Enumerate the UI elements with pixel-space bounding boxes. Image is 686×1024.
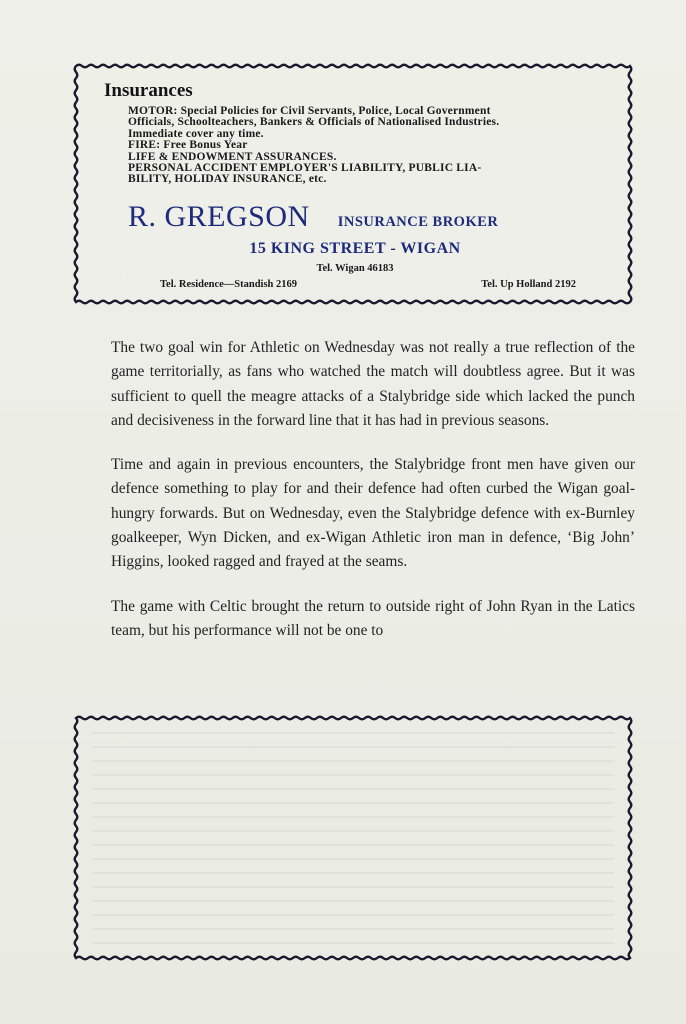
tel-up-holland: Tel. Up Holland 2192 <box>481 278 576 290</box>
show-through-ghost <box>92 732 614 944</box>
tel-row <box>104 279 606 290</box>
broker-row <box>104 200 606 234</box>
ad-line: FIRE: Free Bonus Year <box>128 139 248 152</box>
ad-line: BILITY, HOLIDAY INSURANCE, etc. <box>128 173 327 186</box>
article-paragraph: The two goal win for Athletic on Wednesday was not really a true reflection of the game territorially, as fans who watched the match will doubtless agree. But it was sufficient to quell the meagre attacks of a Stalybridge side which lacked the punch and decisiveness in the forward line that it has had in previous seasons. <box>111 339 635 429</box>
broker-address: 15 KING STREET - WIGAN <box>249 239 461 257</box>
ad-heading: Insurances <box>104 80 193 101</box>
article-body <box>111 336 635 663</box>
ad-line: Immediate cover any time. <box>128 127 264 140</box>
ad-policy-lines <box>128 106 606 186</box>
ad-line: Officials, Schoolteachers, Bankers & Officials of Nationalised Industries. <box>128 116 500 129</box>
broker-title: INSURANCE BROKER <box>337 213 499 230</box>
tel-wigan: Tel. Wigan 46183 <box>316 262 394 274</box>
insurance-advertisement <box>72 62 634 306</box>
ad-line: PERSONAL ACCIDENT EMPLOYER'S LIABILITY, PUBLIC LIA- <box>128 162 482 175</box>
empty-advertisement-box <box>72 714 634 962</box>
tel-residence: Tel. Residence—Standish 2169 <box>160 278 298 290</box>
ad-line: MOTOR: Special Policies for Civil Servants, Police, Local Government <box>128 105 491 117</box>
article-paragraph: Time and again in previous encounters, the Stalybridge front men have given our defence something to play for and their defence had often curbed the Wigan goal-hungry forwards. But on Wednesday, even the Stalybridge defence with ex-Burnley goalkeeper, Wyn Dicken, and ex-Wigan Athletic iron man in defence, ‘Big John’ Higgins, looked ragged and frayed at the seams. <box>111 456 635 571</box>
article-paragraph: The game with Celtic brought the return to outside right of John Ryan in the Latics team, but his performance will not be one to <box>111 597 635 639</box>
broker-name: R. GREGSON <box>128 199 310 233</box>
ad-content <box>104 80 606 290</box>
ad-line: LIFE & ENDOWMENT ASSURANCES. <box>128 150 337 163</box>
